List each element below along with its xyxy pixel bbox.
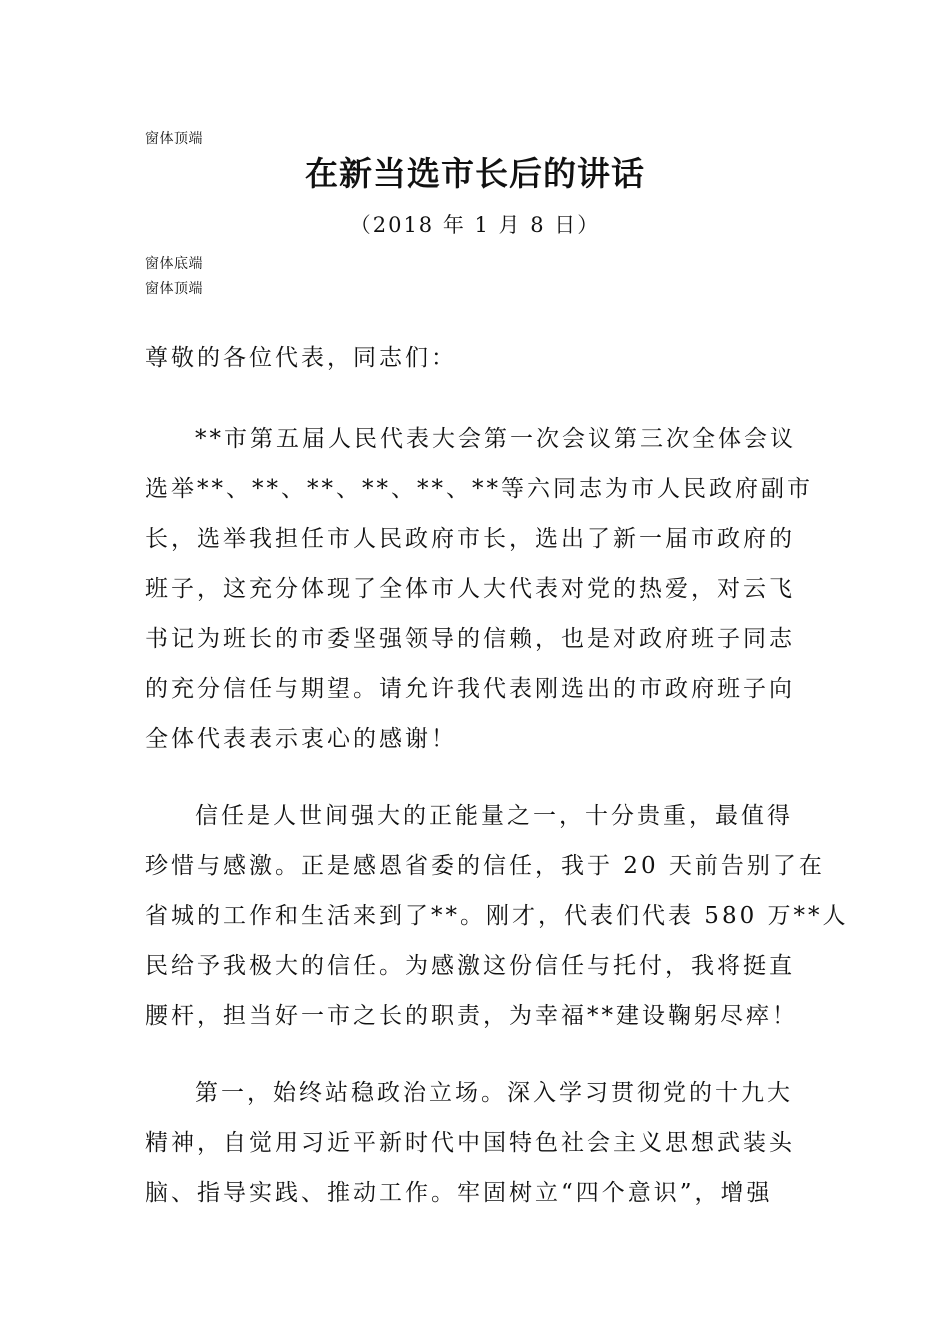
paragraph-line: 民给予我极大的信任。为感激这份信任与托付，我将挺直: [145, 953, 795, 979]
form-bottom-note: 窗体底端: [145, 256, 203, 272]
paragraph-line: 选举**、**、**、**、**、**等六同志为市人民政府副市: [145, 476, 813, 502]
salutation-text: 尊敬的各位代表，同志们：: [145, 345, 457, 371]
form-top-note-2: 窗体顶端: [145, 281, 203, 297]
salutation: [145, 333, 810, 383]
paragraph-line: 全体代表表示衷心的感谢！: [145, 726, 457, 752]
paragraph-line: 脑、指导实践、推动工作。牢固树立“四个意识”，增强: [145, 1180, 773, 1206]
paragraph-line: 信任是人世间强大的正能量之一，十分贵重，最值得: [195, 803, 793, 829]
paragraph-line: **市第五届人民代表大会第一次会议第三次全体会议: [195, 426, 796, 452]
paragraph-line: 长，选举我担任市人民政府市长，选出了新一届市政府的: [145, 526, 795, 552]
paragraph-1: [145, 414, 813, 764]
paragraph-3: [145, 1068, 810, 1218]
document-date: （2018 年 1 月 8 日）: [349, 213, 601, 237]
form-top-note: 窗体顶端: [145, 131, 203, 147]
paragraph-line: 省城的工作和生活来到了**。刚才，代表们代表 580 万**人: [145, 903, 849, 929]
paragraph-line: 精神，自觉用习近平新时代中国特色社会主义思想武装头: [145, 1130, 795, 1156]
paragraph-line: 珍惜与感激。正是感恩省委的信任，我于 20 天前告别了在: [145, 853, 825, 879]
paragraph-line: 书记为班长的市委坚强领导的信赖，也是对政府班子同志: [145, 626, 795, 652]
paragraph-line: 的充分信任与期望。请允许我代表刚选出的市政府班子向: [145, 676, 795, 702]
paragraph-line: 腰杆，担当好一市之长的职责，为幸福**建设鞠躬尽瘁！: [145, 1003, 798, 1029]
paragraph-line: 第一，始终站稳政治立场。深入学习贯彻党的十九大: [195, 1080, 793, 1106]
document-title: 在新当选市长后的讲话: [305, 154, 645, 193]
paragraph-line: 班子，这充分体现了全体市人大代表对党的热爱，对云飞: [145, 576, 795, 602]
paragraph-2: [145, 791, 849, 1041]
